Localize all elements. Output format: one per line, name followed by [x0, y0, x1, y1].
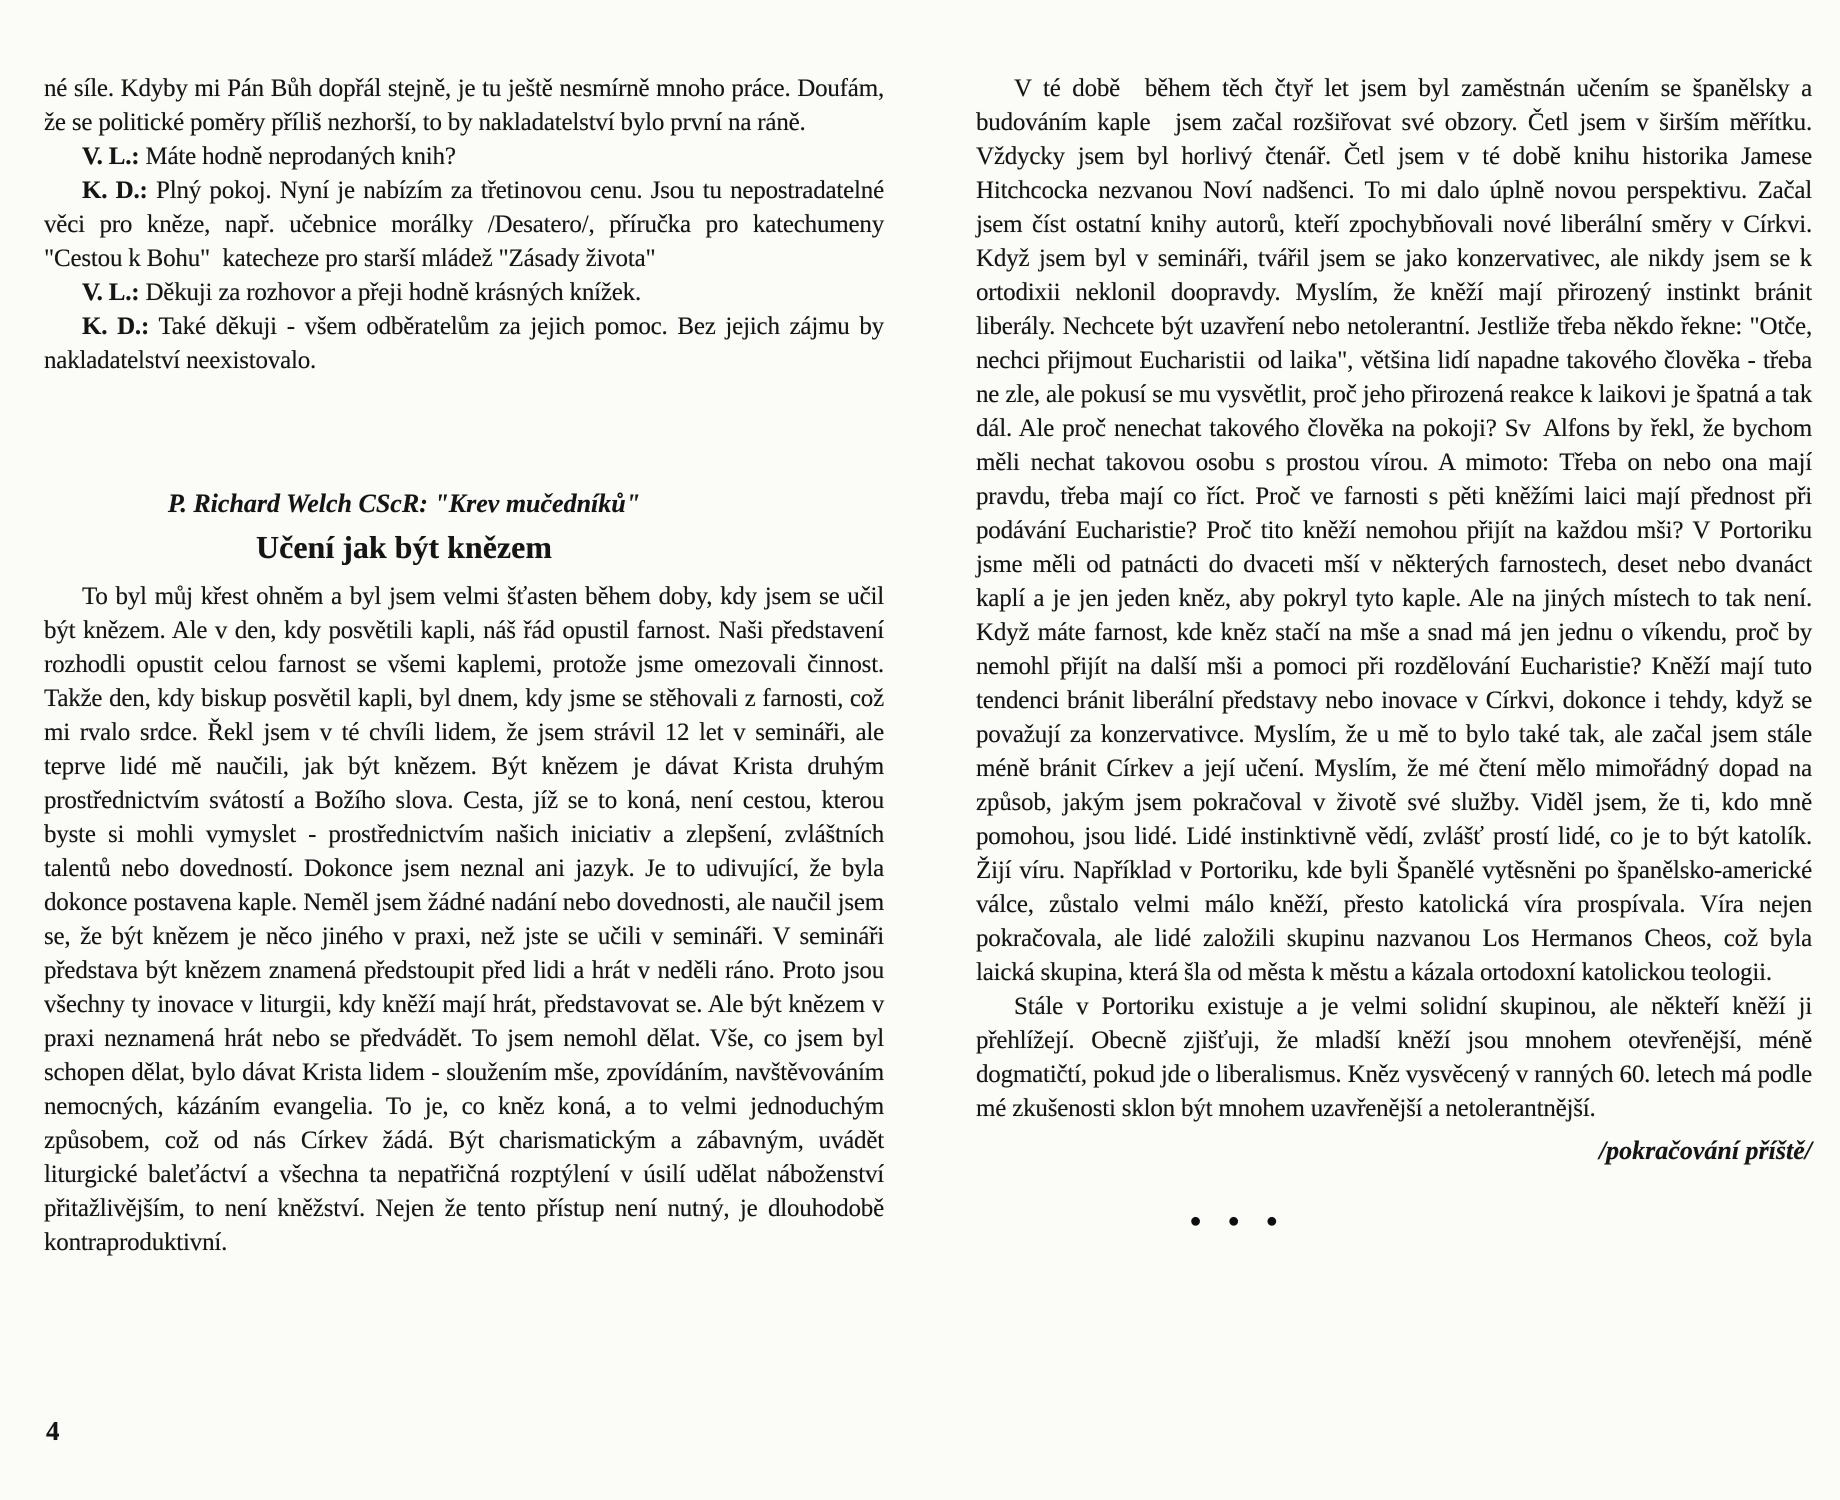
paragraph: V té době během těch čtyř let jsem byl zaměstnán učením se španělsky a budováním kaple jsem začal rozšiřovat své obzory. Četl jsem v širším měřítku. Vždycky jsem byl horlivý čtenář. Četl jsem v té době knihu historika Jamese Hitchcocka nezvanou Noví nadšenci. To mi dalo úplně novou perspektivu. Začal jsem číst ostatní knihy autorů, kteří zpochybňovali nové liberální směry v Církvi. Když jsem byl v semináři, tvářil jsem se jako konzervativec, ale nikdy jsem se k ortodixii neklonil doopravdy. Myslím, že kněží mají přirozený instinkt bránit liberály. Nechcete být uzavření nebo netolerantní. Jestliže třeba někdo řekne: "Otče, nechci přijmout Eucharistii od laika", většina lidí napadne takového člověka - třeba ne zle, ale pokusí se mu vysvětlit, proč jeho přirozená reakce k laikovi je špatná a tak dál. Ale proč nenechat takového člověka na pokoji? Sv Alfons by řekl, že bychom měli nechat takovou osobu s prostou vírou. A mimoto: Třeba on nebo ona mají pravdu, třeba mají co říct. Proč ve farnosti s pěti kněžími laici mají přednost při podávání Eucharistie? Proč tito kněží nemohou přijít na každou mši? V Portoriku jsme měli od patnácti do dvaceti mší v některých farnostech, deset nebo dvanáct kaplí a je jen jeden kněz, aby pokryl tyto kaple. Ale na jiných místech to tak není. Když máte farnost, kde kněz stačí na mše a snad má jen jednu o víkendu, proč by nemohl přijít na další mši a pomoci při rozdělování Eucharistie? Kněží mají tuto tendenci bránit liberální představy nebo inovace v Církvi, dokonce i tehdy, když se považují za konzervativce. Myslím, že u mě to bylo také tak, ale začal jsem stále méně bránit Církev a její učení. Myslím, že mé čtení mělo mimořádný dopad na způsob, jakým jsem pokračoval v životě své služby. Viděl jsem, že ti, kdo mně pomohou, jsou lidé. Lidé instinktivně vědí, zvlášť prostí lidé, co je to být katolík. Žijí víru. Například v Portoriku, kde byli Španělé vytěsněni po španělsko-americké válce, zůstalo velmi málo kněží, přesto katolická víra prospívala. Víra nejen pokračovala, ale lidé založili skupinu nazvanou Los Hermanos Cheos, což byla laická skupina, která šla od města k městu a kázala ortodoxní katolickou teologii. — [976, 75, 1812, 986]
continuation-note: /pokračování příště/ — [1598, 1136, 1812, 1165]
page-number: 4 — [46, 1416, 60, 1446]
speaker-label: K. D.: — [82, 177, 148, 204]
article-title: Učení jak být knězem — [256, 529, 552, 565]
left-column — [44, 72, 884, 1260]
article-header — [44, 486, 884, 568]
dialog-line — [44, 310, 884, 378]
intro-paragraph: né síle. Kdyby mi Pán Bůh dopřál stejně, je tu ještě nesmírně mnoho práce. Doufám, že se politické poměry příliš nezhorší, to by nakladatelství bylo první na ráně. — [44, 75, 884, 136]
dialog-text: Plný pokoj. Nyní je nabízím za třetinovou cenu. Jsou tu nepostradatelné věci pro kněze, např. učebnice morálky /Desatero/, příručka pro katechumeny "Cestou k Bohu" katecheze pro starší mládež "Zásady života" — [44, 177, 884, 272]
speaker-label: V. L.: — [82, 143, 140, 170]
dialog-line — [44, 174, 884, 276]
paragraph: Stále v Portoriku existuje a je velmi solidní skupinou, ale někteří kněží ji přehlížejí. Obecně zjišťuji, že mladší kněží jsou mnohem otevřenější, méně dogmatičtí, pokud jde o liberalismus. Kněz vysvěcený v ranných 60. letech má podle mé zkušenosti sklon být mnohem uzavřenější a netolerantnější. — [976, 993, 1812, 1122]
dialog-text: Máte hodně neprodaných knih? — [145, 143, 456, 170]
separator-dots: ● ● ● — [1189, 1210, 1281, 1232]
article-body: To byl můj křest ohněm a byl jsem velmi šťasten během doby, kdy jsem se učil být knězem. Ale v den, kdy posvětili kapli, náš řád opustil farnost. Naši představení rozhodli opustit celou farnost se všemi kaplemi, protože jsme omezovali činnost. Takže den, kdy biskup posvětil kapli, byl dnem, kdy jsme se stěhovali z farnosti, což mi rvalo srdce. Řekl jsem v té chvíli lidem, že jsem strávil 12 let v semináři, ale teprve lidé mě naučili, jak být knězem. Být knězem je dávat Krista druhým prostřednictvím svátostí a Božího slova. Cesta, jíž se to koná, není cestou, kterou byste si mohli vymyslet - prostřednictvím našich iniciativ a zlepšení, zvláštních talentů nebo dovedností. Dokonce jsem neznal ani jazyk. Je to udivující, že byla dokonce postavena kaple. Neměl jsem žádné nadání nebo dovednosti, ale naučil jsem se, že být knězem je něco jiného v praxi, než jste se učili v semináři. V semináři představa být knězem znamená předstoupit před lidi a hrát v neděli ráno. Proto jsou všechny ty inovace v liturgii, kdy kněží mají hrát, představovat se. Ale být knězem v praxi neznamená hrát nebo se předvádět. To jsem nemohl dělat. Vše, co jsem byl schopen dělat, bylo dávat Krista lidem - sloužením mše, zpovídáním, navštěvováním nemocných, kázáním evangelia. To je, co kněz koná, a to velmi jednoduchým způsobem, což od nás Církev žádá. Být charismatickým a zábavným, uvádět liturgické baleťáctví a všechna ta nepatřičná rozptýlení v úsilí udělat náboženství přitažlivějším, to není kněžství. Nejen že tento přístup není nutný, je dlouhodobě kontraproduktivní. — [44, 583, 884, 1256]
dialog-line — [44, 140, 884, 174]
dialog-line — [44, 276, 884, 310]
dialog-text: Děkuji za rozhovor a přeji hodně krásných knížek. — [145, 279, 642, 306]
dialog-text: Také děkuji - všem odběratelům za jejich pomoc. Bez jejich zájmu by nakladatelství neexistovalo. — [44, 313, 884, 374]
speaker-label: K. D.: — [82, 313, 150, 340]
article-byline: P. Richard Welch CScR: "Krev mučedníků" — [167, 489, 641, 518]
right-column — [976, 72, 1812, 1233]
speaker-label: V. L.: — [82, 279, 140, 306]
